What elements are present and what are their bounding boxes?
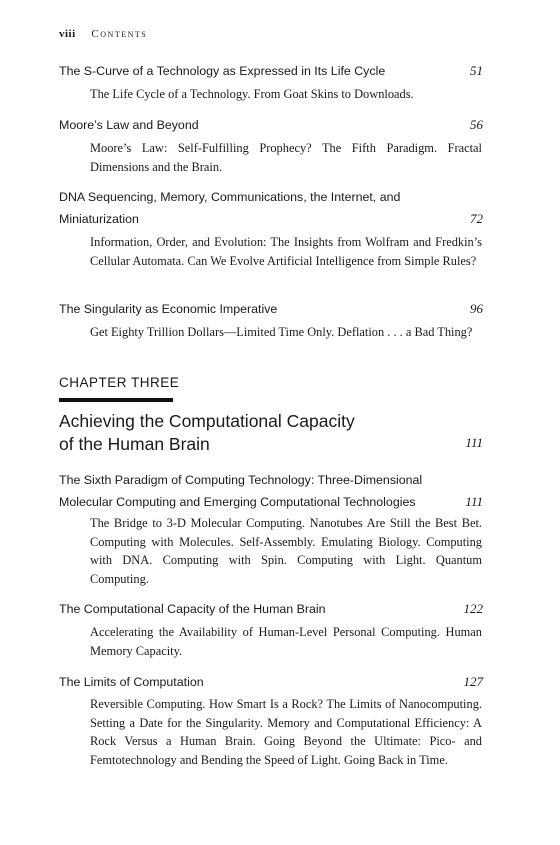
toc-entry-title: Molecular Computing and Emerging Computational Technologies — [59, 495, 416, 509]
toc-entry-description: Information, Order, and Evolution: The Insights from Wolfram and Fredkin’s Cellular Automata. Can We Evolve Artificial Intelligence from Simple Rules? — [90, 235, 482, 268]
toc-entry-heading[interactable] — [59, 469, 483, 513]
toc-entry-title: Moore’s Law and Beyond — [59, 118, 199, 132]
toc-page-number: 127 — [463, 674, 483, 689]
running-head — [59, 28, 147, 40]
toc-page-number: 51 — [470, 63, 483, 78]
running-head-title: Contents — [91, 28, 148, 40]
toc-entry-description: Moore’s Law: Self-Fulfilling Prophecy? The Fifth Paradigm. Fractal Dimensions and the Brain. — [90, 141, 482, 174]
chapter-title-line: Achieving the Computational Capacity — [59, 411, 355, 431]
page-number: viii — [59, 28, 76, 40]
toc-entry-heading[interactable] — [59, 186, 483, 230]
toc-entry-heading[interactable] — [59, 114, 483, 136]
toc-entry-heading[interactable] — [59, 598, 483, 620]
toc-entry-heading[interactable] — [59, 298, 483, 320]
toc-entry-title: DNA Sequencing, Memory, Communications, the Internet, and — [59, 190, 401, 204]
chapter-label: CHAPTER THREE — [59, 375, 180, 390]
toc-entry-description: The Life Cycle of a Technology. From Goat Skins to Downloads. — [90, 87, 414, 101]
toc-entry-description: Accelerating the Availability of Human-Level Personal Computing. Human Memory Capacity. — [90, 625, 482, 658]
toc-page-number: 111 — [465, 494, 483, 509]
toc-entry-heading[interactable] — [59, 671, 483, 693]
toc-entry-title: The Sixth Paradigm of Computing Technology: Three-Dimensional — [59, 473, 423, 487]
toc-entry-title: The Singularity as Economic Imperative — [59, 302, 278, 316]
toc-entry-title: The Computational Capacity of the Human Brain — [59, 602, 326, 616]
toc-entry-title: Miniaturization — [59, 212, 139, 226]
toc-entry-description: Reversible Computing. How Smart Is a Rock? The Limits of Nanocomputing. Setting a Date for the Singularity. Memory and Computational Efficiency: A Rock Versus a Human Brain. Going Beyond the Ultimate: Pico- and Femtotechnology and Bending the Speed of Light. Going Back in Time. — [90, 697, 482, 767]
toc-entry-title: The S-Curve of a Technology as Expressed in Its Life Cycle — [59, 64, 386, 78]
toc-entry-heading[interactable] — [59, 60, 483, 82]
toc-entry-description: Get Eighty Trillion Dollars—Limited Time Only. Deflation . . . a Bad Thing? — [90, 325, 473, 339]
toc-entry-description: The Bridge to 3-D Molecular Computing. Nanotubes Are Still the Best Bet. Computing with Molecules. Self-Assembly. Emulating Biology. Computing with DNA. Computing with Spin. Computing with Light. Quantum Computing. — [90, 516, 482, 586]
toc-page-number: 122 — [463, 601, 483, 616]
chapter-page-number: 111 — [465, 435, 483, 450]
chapter-title[interactable] — [59, 410, 483, 456]
chapter-title-line: of the Human Brain — [59, 434, 210, 454]
toc-page-number: 96 — [470, 301, 483, 316]
toc-page-number: 56 — [470, 117, 483, 132]
toc-entry-title: The Limits of Computation — [59, 675, 204, 689]
toc-page-number: 72 — [470, 211, 483, 226]
chapter-rule — [59, 398, 173, 402]
